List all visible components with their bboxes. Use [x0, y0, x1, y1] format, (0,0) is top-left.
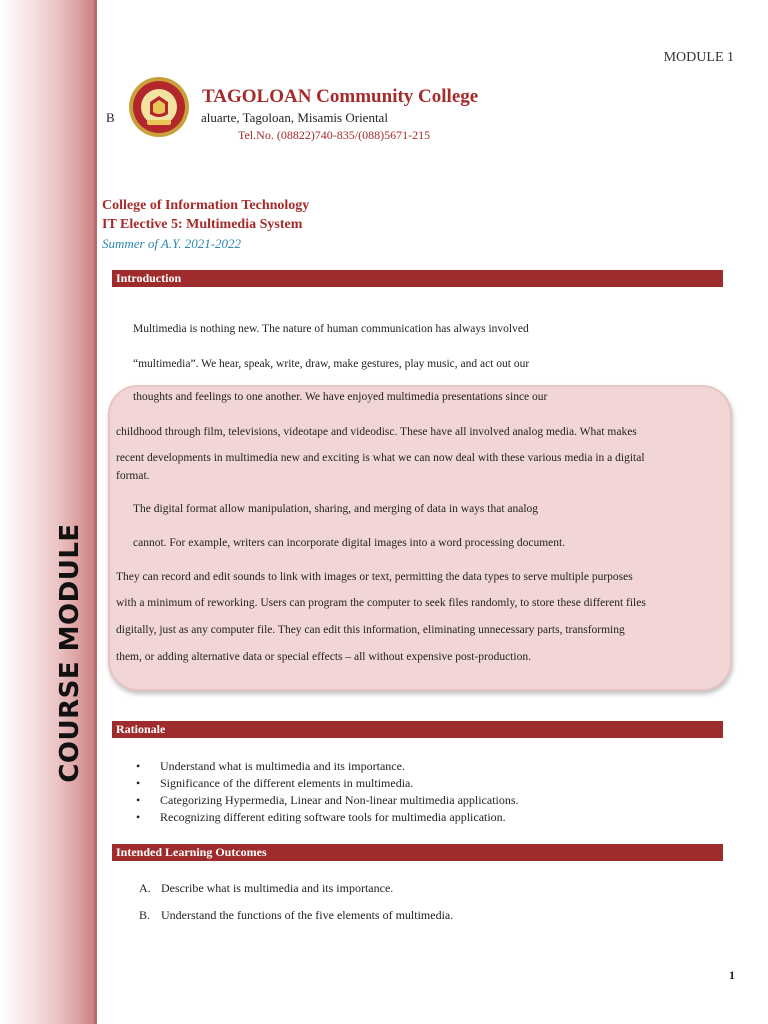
page-number: 1 — [729, 968, 735, 982]
bullet-icon: • — [136, 810, 141, 824]
list-item — [136, 758, 519, 775]
academic-term: Summer of A.Y. 2021-2022 — [102, 236, 242, 251]
list-item — [136, 775, 519, 792]
college-telephone: Tel.No. (08822)740-835/(088)5671-215 — [238, 128, 431, 142]
intro-line: “multimedia”. We hear, speak, write, draw, make gestures, play music, and act out our — [133, 358, 530, 370]
department-title: College of Information Technology — [102, 198, 310, 213]
outcome-text: Describe what is multimedia and its importance. — [161, 881, 394, 895]
intro-line: They can record and edit sounds to link with images or text, permitting the data types to serve multiple purposes — [116, 571, 633, 583]
list-item — [139, 881, 393, 896]
outcome-letter: B. — [139, 908, 151, 922]
rationale-item: Understand what is multimedia and its importance. — [160, 759, 405, 773]
bullet-icon: • — [136, 759, 141, 773]
bullet-icon: • — [136, 793, 141, 807]
rationale-list — [136, 758, 519, 826]
rationale-item: Recognizing different editing software tools for multimedia application. — [160, 810, 506, 824]
list-item — [136, 792, 519, 809]
sidebar-edge — [94, 0, 97, 1024]
college-seal-logo — [128, 76, 190, 138]
outcome-letter: A. — [139, 881, 151, 895]
college-name: TAGOLOAN Community College — [202, 86, 479, 107]
rationale-heading: Rationale — [112, 721, 723, 738]
intro-line: thoughts and feelings to one another. We have enjoyed multimedia presentations since our — [133, 391, 548, 403]
intro-line: format. — [116, 470, 150, 482]
rationale-item: Categorizing Hypermedia, Linear and Non-linear multimedia applications. — [160, 793, 519, 807]
college-address: aluarte, Tagoloan, Misamis Oriental — [201, 110, 388, 125]
module-number: MODULE 1 — [663, 50, 734, 65]
sidebar-band — [0, 0, 96, 1024]
course-title: IT Elective 5: Multimedia System — [102, 217, 303, 232]
address-initial: B — [106, 110, 115, 125]
intro-line: cannot. For example, writers can incorporate digital images into a word processing document. — [133, 537, 566, 549]
bullet-icon: • — [136, 776, 141, 790]
intro-line: childhood through film, televisions, videotape and videodisc. These have all involved analog media. What makes — [116, 426, 637, 438]
rationale-item: Significance of the different elements in multimedia. — [160, 776, 414, 790]
intro-line: The digital format allow manipulation, sharing, and merging of data in ways that analog — [133, 503, 539, 515]
intro-line: recent developments in multimedia new and exciting is what we can now deal with these various media in a digital — [116, 452, 645, 464]
intro-line: with a minimum of reworking. Users can program the computer to seek files randomly, to store these different files — [116, 597, 646, 609]
intro-line: Multimedia is nothing new. The nature of human communication has always involved — [133, 323, 529, 335]
outcome-text: Understand the functions of the five elements of multimedia. — [161, 908, 454, 922]
intro-line: digitally, just as any computer file. They can edit this information, eliminating unnecessary parts, transforming — [116, 624, 625, 636]
list-item — [136, 809, 519, 826]
learning-outcomes-heading: Intended Learning Outcomes — [112, 844, 723, 861]
introduction-heading: Introduction — [112, 270, 723, 287]
list-item — [139, 908, 453, 923]
intro-line: them, or adding alternative data or special effects – all without expensive post-production. — [116, 651, 531, 663]
course-module-label: COURSE MODULE — [55, 523, 85, 783]
